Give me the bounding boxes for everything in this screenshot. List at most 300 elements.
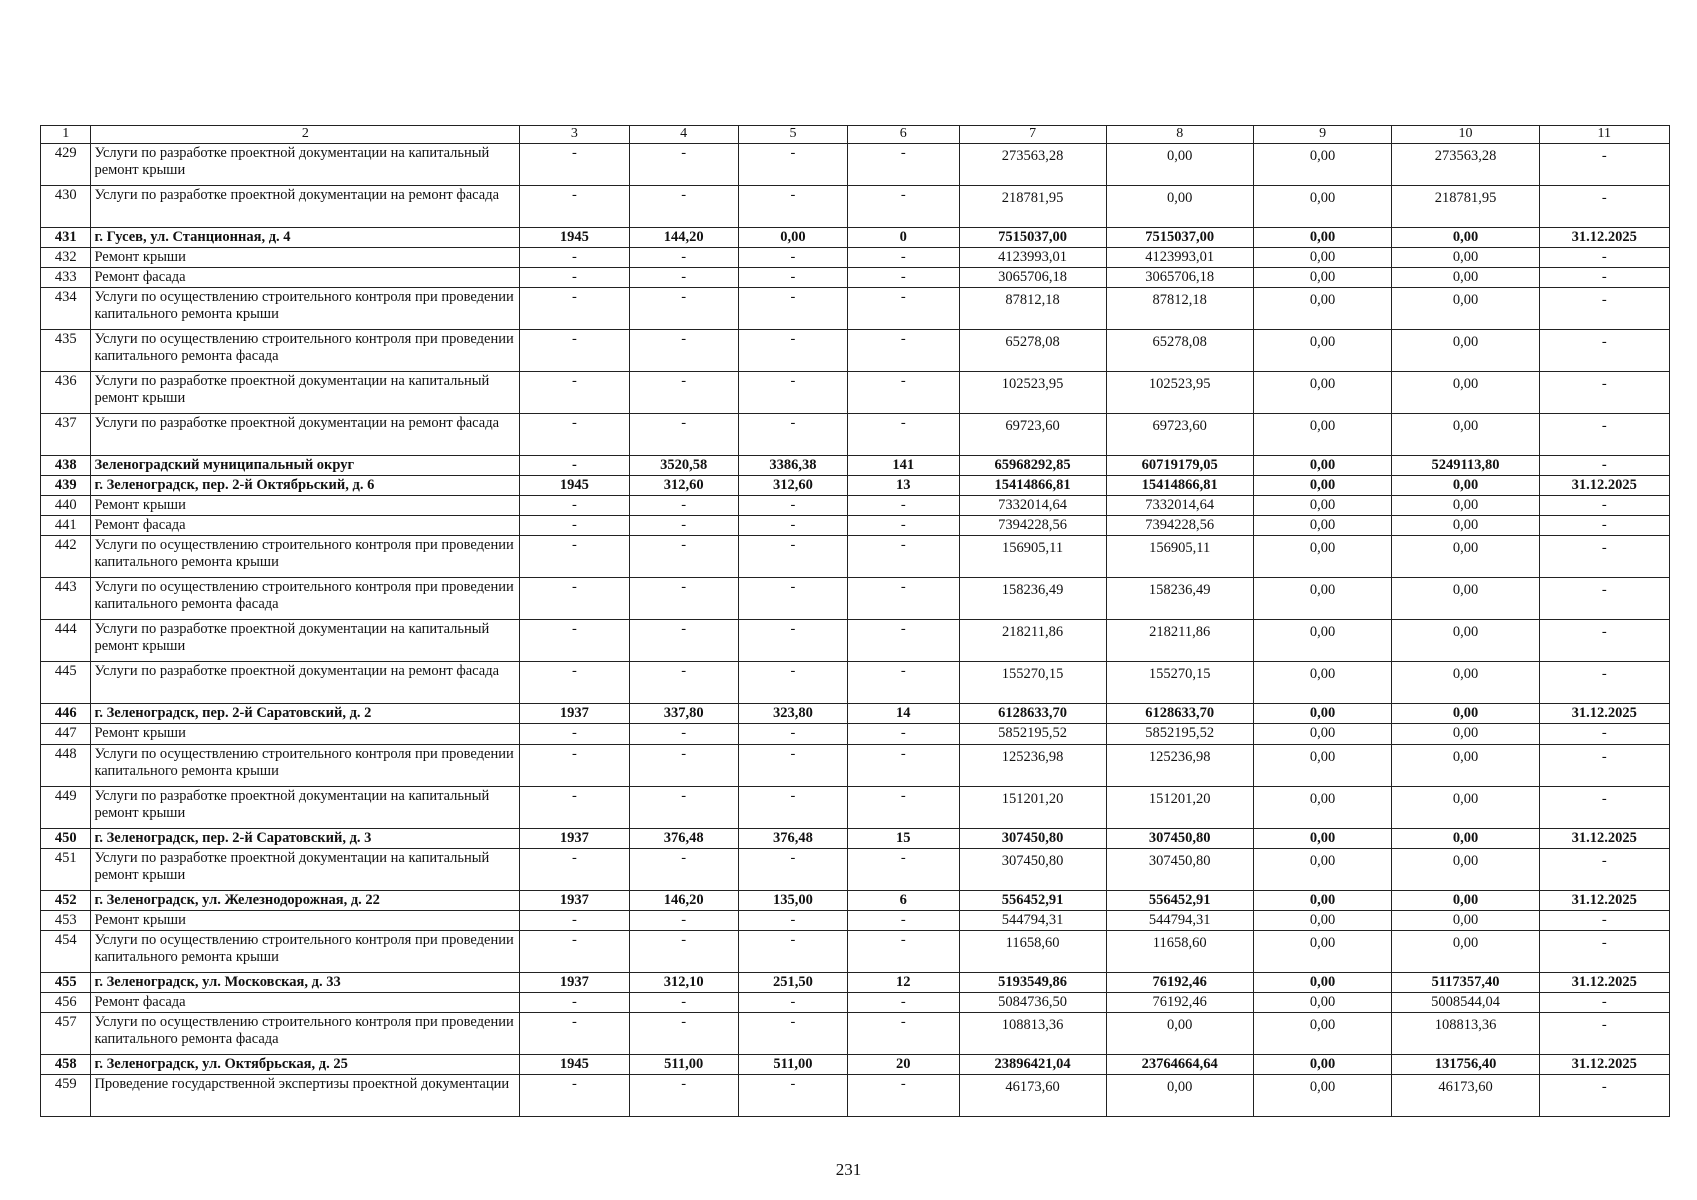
row-number-cell: 444 bbox=[41, 620, 91, 662]
column-header-7: 7 bbox=[959, 126, 1106, 144]
build-year-cell: 1945 bbox=[520, 227, 629, 247]
total-cost-cell: 544794,31 bbox=[959, 910, 1106, 930]
regional-funds-cell: 6128633,70 bbox=[1106, 704, 1253, 724]
table-row bbox=[41, 1055, 1670, 1075]
completion-date-cell: - bbox=[1539, 143, 1669, 185]
living-area-cell: - bbox=[738, 329, 847, 371]
total-cost-cell: 5084736,50 bbox=[959, 992, 1106, 1012]
row-number-cell: 455 bbox=[41, 972, 91, 992]
regional-funds-cell: 69723,60 bbox=[1106, 413, 1253, 455]
total-area-cell: - bbox=[629, 930, 738, 972]
total-cost-cell: 6128633,70 bbox=[959, 704, 1106, 724]
total-cost-cell: 5193549,86 bbox=[959, 972, 1106, 992]
build-year-cell: - bbox=[520, 620, 629, 662]
living-area-cell: 376,48 bbox=[738, 828, 847, 848]
local-funds-cell: 0,00 bbox=[1253, 578, 1392, 620]
living-area-cell: - bbox=[738, 578, 847, 620]
regional-funds-cell: 23764664,64 bbox=[1106, 1055, 1253, 1075]
residents-cell: - bbox=[848, 620, 959, 662]
residents-cell: - bbox=[848, 662, 959, 704]
regional-funds-cell: 4123993,01 bbox=[1106, 247, 1253, 267]
table-row bbox=[41, 143, 1670, 185]
completion-date-cell: 31.12.2025 bbox=[1539, 1055, 1669, 1075]
regional-funds-cell: 60719179,05 bbox=[1106, 455, 1253, 475]
total-cost-cell: 65968292,85 bbox=[959, 455, 1106, 475]
total-area-cell: - bbox=[629, 1075, 738, 1117]
row-description-cell: Услуги по осуществлению строительного контроля при проведении капитального ремонта крыши bbox=[91, 930, 520, 972]
row-description-cell: Зеленоградский муниципальный округ bbox=[91, 455, 520, 475]
owner-funds-cell: 5249113,80 bbox=[1392, 455, 1539, 475]
owner-funds-cell: 0,00 bbox=[1392, 578, 1539, 620]
row-description-cell: г. Зеленоградск, ул. Октябрьская, д. 25 bbox=[91, 1055, 520, 1075]
row-number-cell: 452 bbox=[41, 890, 91, 910]
owner-funds-cell: 0,00 bbox=[1392, 828, 1539, 848]
owner-funds-cell: 0,00 bbox=[1392, 890, 1539, 910]
local-funds-cell: 0,00 bbox=[1253, 620, 1392, 662]
owner-funds-cell: 0,00 bbox=[1392, 536, 1539, 578]
build-year-cell: - bbox=[520, 496, 629, 516]
living-area-cell: - bbox=[738, 848, 847, 890]
row-description-cell: Услуги по осуществлению строительного контроля при проведении капитального ремонта фасада bbox=[91, 329, 520, 371]
completion-date-cell: 31.12.2025 bbox=[1539, 890, 1669, 910]
regional-funds-cell: 155270,15 bbox=[1106, 662, 1253, 704]
page-number: 231 bbox=[835, 1160, 862, 1179]
build-year-cell: - bbox=[520, 536, 629, 578]
table-row bbox=[41, 371, 1670, 413]
owner-funds-cell: 0,00 bbox=[1392, 227, 1539, 247]
table-row bbox=[41, 662, 1670, 704]
build-year-cell: 1945 bbox=[520, 1055, 629, 1075]
row-description-cell: Услуги по осуществлению строительного контроля при проведении капитального ремонта крыши bbox=[91, 536, 520, 578]
local-funds-cell: 0,00 bbox=[1253, 1075, 1392, 1117]
row-description-cell: Ремонт крыши bbox=[91, 496, 520, 516]
living-area-cell: - bbox=[738, 516, 847, 536]
owner-funds-cell: 46173,60 bbox=[1392, 1075, 1539, 1117]
build-year-cell: - bbox=[520, 371, 629, 413]
total-area-cell: - bbox=[629, 1013, 738, 1055]
living-area-cell: - bbox=[738, 786, 847, 828]
regional-funds-cell: 544794,31 bbox=[1106, 910, 1253, 930]
total-area-cell: - bbox=[629, 516, 738, 536]
owner-funds-cell: 218781,95 bbox=[1392, 185, 1539, 227]
table-row bbox=[41, 516, 1670, 536]
row-description-cell: Услуги по разработке проектной документации на ремонт фасада bbox=[91, 185, 520, 227]
total-area-cell: - bbox=[629, 786, 738, 828]
owner-funds-cell: 0,00 bbox=[1392, 516, 1539, 536]
row-number-cell: 454 bbox=[41, 930, 91, 972]
owner-funds-cell: 0,00 bbox=[1392, 848, 1539, 890]
completion-date-cell: - bbox=[1539, 455, 1669, 475]
owner-funds-cell: 5117357,40 bbox=[1392, 972, 1539, 992]
total-area-cell: - bbox=[629, 496, 738, 516]
total-cost-cell: 155270,15 bbox=[959, 662, 1106, 704]
total-cost-cell: 69723,60 bbox=[959, 413, 1106, 455]
row-description-cell: г. Зеленоградск, пер. 2-й Октябрьский, д. 6 bbox=[91, 475, 520, 495]
regional-funds-cell: 151201,20 bbox=[1106, 786, 1253, 828]
build-year-cell: - bbox=[520, 786, 629, 828]
register-table-container bbox=[40, 125, 1670, 1117]
row-number-cell: 441 bbox=[41, 516, 91, 536]
regional-funds-cell: 158236,49 bbox=[1106, 578, 1253, 620]
owner-funds-cell: 0,00 bbox=[1392, 930, 1539, 972]
completion-date-cell: - bbox=[1539, 329, 1669, 371]
local-funds-cell: 0,00 bbox=[1253, 972, 1392, 992]
row-description-cell: Услуги по разработке проектной документации на капитальный ремонт крыши bbox=[91, 620, 520, 662]
residents-cell: - bbox=[848, 1075, 959, 1117]
table-row bbox=[41, 227, 1670, 247]
residents-cell: 20 bbox=[848, 1055, 959, 1075]
residents-cell: - bbox=[848, 578, 959, 620]
build-year-cell: - bbox=[520, 578, 629, 620]
living-area-cell: 0,00 bbox=[738, 227, 847, 247]
regional-funds-cell: 76192,46 bbox=[1106, 992, 1253, 1012]
residents-cell: - bbox=[848, 247, 959, 267]
column-header-11: 11 bbox=[1539, 126, 1669, 144]
build-year-cell: - bbox=[520, 910, 629, 930]
row-number-cell: 450 bbox=[41, 828, 91, 848]
row-number-cell: 434 bbox=[41, 287, 91, 329]
living-area-cell: 323,80 bbox=[738, 704, 847, 724]
living-area-cell: - bbox=[738, 247, 847, 267]
column-header-6: 6 bbox=[848, 126, 959, 144]
row-description-cell: Услуги по разработке проектной документации на ремонт фасада bbox=[91, 662, 520, 704]
regional-funds-cell: 7332014,64 bbox=[1106, 496, 1253, 516]
table-row bbox=[41, 972, 1670, 992]
row-description-cell: Проведение государственной экспертизы проектной документации bbox=[91, 1075, 520, 1117]
row-number-cell: 439 bbox=[41, 475, 91, 495]
residents-cell: - bbox=[848, 267, 959, 287]
living-area-cell: 135,00 bbox=[738, 890, 847, 910]
total-cost-cell: 87812,18 bbox=[959, 287, 1106, 329]
completion-date-cell: - bbox=[1539, 536, 1669, 578]
total-cost-cell: 4123993,01 bbox=[959, 247, 1106, 267]
row-number-cell: 451 bbox=[41, 848, 91, 890]
local-funds-cell: 0,00 bbox=[1253, 455, 1392, 475]
column-header-8: 8 bbox=[1106, 126, 1253, 144]
total-area-cell: - bbox=[629, 578, 738, 620]
row-description-cell: Услуги по разработке проектной документации на капитальный ремонт крыши bbox=[91, 786, 520, 828]
build-year-cell: - bbox=[520, 1013, 629, 1055]
completion-date-cell: - bbox=[1539, 413, 1669, 455]
living-area-cell: 511,00 bbox=[738, 1055, 847, 1075]
total-area-cell: - bbox=[629, 848, 738, 890]
row-number-cell: 449 bbox=[41, 786, 91, 828]
regional-funds-cell: 7394228,56 bbox=[1106, 516, 1253, 536]
owner-funds-cell: 0,00 bbox=[1392, 662, 1539, 704]
residents-cell: - bbox=[848, 992, 959, 1012]
living-area-cell: - bbox=[738, 662, 847, 704]
total-area-cell: - bbox=[629, 744, 738, 786]
total-cost-cell: 7515037,00 bbox=[959, 227, 1106, 247]
register-table bbox=[40, 125, 1670, 1117]
total-area-cell: - bbox=[629, 992, 738, 1012]
local-funds-cell: 0,00 bbox=[1253, 413, 1392, 455]
local-funds-cell: 0,00 bbox=[1253, 185, 1392, 227]
total-area-cell: 337,80 bbox=[629, 704, 738, 724]
completion-date-cell: - bbox=[1539, 267, 1669, 287]
row-description-cell: г. Гусев, ул. Станционная, д. 4 bbox=[91, 227, 520, 247]
column-header-4: 4 bbox=[629, 126, 738, 144]
owner-funds-cell: 0,00 bbox=[1392, 413, 1539, 455]
total-area-cell: - bbox=[629, 185, 738, 227]
row-number-cell: 430 bbox=[41, 185, 91, 227]
living-area-cell: - bbox=[738, 1013, 847, 1055]
table-row bbox=[41, 578, 1670, 620]
total-cost-cell: 23896421,04 bbox=[959, 1055, 1106, 1075]
total-cost-cell: 7394228,56 bbox=[959, 516, 1106, 536]
completion-date-cell: - bbox=[1539, 724, 1669, 744]
row-description-cell: Услуги по разработке проектной документации на капитальный ремонт крыши bbox=[91, 848, 520, 890]
table-row bbox=[41, 910, 1670, 930]
row-number-cell: 432 bbox=[41, 247, 91, 267]
owner-funds-cell: 5008544,04 bbox=[1392, 992, 1539, 1012]
row-description-cell: Ремонт фасада bbox=[91, 516, 520, 536]
completion-date-cell: - bbox=[1539, 1075, 1669, 1117]
residents-cell: 12 bbox=[848, 972, 959, 992]
build-year-cell: - bbox=[520, 744, 629, 786]
owner-funds-cell: 108813,36 bbox=[1392, 1013, 1539, 1055]
local-funds-cell: 0,00 bbox=[1253, 930, 1392, 972]
table-row bbox=[41, 475, 1670, 495]
row-description-cell: Услуги по осуществлению строительного контроля при проведении капитального ремонта крыши bbox=[91, 287, 520, 329]
completion-date-cell: - bbox=[1539, 910, 1669, 930]
local-funds-cell: 0,00 bbox=[1253, 247, 1392, 267]
local-funds-cell: 0,00 bbox=[1253, 724, 1392, 744]
living-area-cell: - bbox=[738, 185, 847, 227]
living-area-cell: - bbox=[738, 724, 847, 744]
column-header-5: 5 bbox=[738, 126, 847, 144]
total-area-cell: - bbox=[629, 143, 738, 185]
total-area-cell: - bbox=[629, 329, 738, 371]
local-funds-cell: 0,00 bbox=[1253, 371, 1392, 413]
regional-funds-cell: 156905,11 bbox=[1106, 536, 1253, 578]
row-number-cell: 446 bbox=[41, 704, 91, 724]
residents-cell: 0 bbox=[848, 227, 959, 247]
completion-date-cell: 31.12.2025 bbox=[1539, 475, 1669, 495]
build-year-cell: 1937 bbox=[520, 704, 629, 724]
total-cost-cell: 46173,60 bbox=[959, 1075, 1106, 1117]
regional-funds-cell: 7515037,00 bbox=[1106, 227, 1253, 247]
row-number-cell: 459 bbox=[41, 1075, 91, 1117]
residents-cell: 13 bbox=[848, 475, 959, 495]
table-row bbox=[41, 848, 1670, 890]
total-area-cell: 312,60 bbox=[629, 475, 738, 495]
owner-funds-cell: 0,00 bbox=[1392, 744, 1539, 786]
residents-cell: - bbox=[848, 744, 959, 786]
local-funds-cell: 0,00 bbox=[1253, 848, 1392, 890]
total-cost-cell: 218211,86 bbox=[959, 620, 1106, 662]
completion-date-cell: - bbox=[1539, 620, 1669, 662]
table-row bbox=[41, 455, 1670, 475]
regional-funds-cell: 307450,80 bbox=[1106, 848, 1253, 890]
total-cost-cell: 151201,20 bbox=[959, 786, 1106, 828]
completion-date-cell: - bbox=[1539, 371, 1669, 413]
row-number-cell: 429 bbox=[41, 143, 91, 185]
completion-date-cell: 31.12.2025 bbox=[1539, 828, 1669, 848]
build-year-cell: - bbox=[520, 848, 629, 890]
living-area-cell: - bbox=[738, 930, 847, 972]
row-description-cell: Услуги по разработке проектной документации на капитальный ремонт крыши bbox=[91, 371, 520, 413]
residents-cell: - bbox=[848, 185, 959, 227]
living-area-cell: - bbox=[738, 910, 847, 930]
total-cost-cell: 65278,08 bbox=[959, 329, 1106, 371]
build-year-cell: - bbox=[520, 992, 629, 1012]
regional-funds-cell: 87812,18 bbox=[1106, 287, 1253, 329]
row-description-cell: Ремонт крыши bbox=[91, 247, 520, 267]
total-cost-cell: 307450,80 bbox=[959, 828, 1106, 848]
living-area-cell: - bbox=[738, 143, 847, 185]
residents-cell: - bbox=[848, 1013, 959, 1055]
living-area-cell: - bbox=[738, 744, 847, 786]
local-funds-cell: 0,00 bbox=[1253, 329, 1392, 371]
row-description-cell: г. Зеленоградск, пер. 2-й Саратовский, д. 3 bbox=[91, 828, 520, 848]
residents-cell: - bbox=[848, 786, 959, 828]
row-number-cell: 445 bbox=[41, 662, 91, 704]
residents-cell: - bbox=[848, 724, 959, 744]
total-area-cell: 511,00 bbox=[629, 1055, 738, 1075]
table-row bbox=[41, 287, 1670, 329]
total-cost-cell: 218781,95 bbox=[959, 185, 1106, 227]
table-row bbox=[41, 930, 1670, 972]
total-area-cell: 146,20 bbox=[629, 890, 738, 910]
build-year-cell: - bbox=[520, 267, 629, 287]
row-description-cell: г. Зеленоградск, ул. Московская, д. 33 bbox=[91, 972, 520, 992]
owner-funds-cell: 0,00 bbox=[1392, 475, 1539, 495]
row-description-cell: Услуги по разработке проектной документации на ремонт фасада bbox=[91, 413, 520, 455]
build-year-cell: - bbox=[520, 329, 629, 371]
living-area-cell: - bbox=[738, 413, 847, 455]
owner-funds-cell: 0,00 bbox=[1392, 724, 1539, 744]
residents-cell: - bbox=[848, 930, 959, 972]
total-area-cell: - bbox=[629, 620, 738, 662]
build-year-cell: - bbox=[520, 143, 629, 185]
row-description-cell: г. Зеленоградск, пер. 2-й Саратовский, д. 2 bbox=[91, 704, 520, 724]
total-area-cell: 376,48 bbox=[629, 828, 738, 848]
total-cost-cell: 158236,49 bbox=[959, 578, 1106, 620]
row-number-cell: 458 bbox=[41, 1055, 91, 1075]
column-header-2: 2 bbox=[91, 126, 520, 144]
total-cost-cell: 125236,98 bbox=[959, 744, 1106, 786]
owner-funds-cell: 0,00 bbox=[1392, 267, 1539, 287]
table-row bbox=[41, 267, 1670, 287]
residents-cell: - bbox=[848, 329, 959, 371]
completion-date-cell: 31.12.2025 bbox=[1539, 704, 1669, 724]
owner-funds-cell: 0,00 bbox=[1392, 704, 1539, 724]
completion-date-cell: - bbox=[1539, 744, 1669, 786]
build-year-cell: 1937 bbox=[520, 972, 629, 992]
column-header-3: 3 bbox=[520, 126, 629, 144]
local-funds-cell: 0,00 bbox=[1253, 786, 1392, 828]
row-number-cell: 456 bbox=[41, 992, 91, 1012]
living-area-cell: - bbox=[738, 992, 847, 1012]
residents-cell: 6 bbox=[848, 890, 959, 910]
living-area-cell: - bbox=[738, 371, 847, 413]
completion-date-cell: - bbox=[1539, 185, 1669, 227]
owner-funds-cell: 0,00 bbox=[1392, 287, 1539, 329]
build-year-cell: 1937 bbox=[520, 828, 629, 848]
total-cost-cell: 556452,91 bbox=[959, 890, 1106, 910]
completion-date-cell: - bbox=[1539, 516, 1669, 536]
total-area-cell: - bbox=[629, 267, 738, 287]
table-row bbox=[41, 496, 1670, 516]
living-area-cell: - bbox=[738, 496, 847, 516]
owner-funds-cell: 0,00 bbox=[1392, 786, 1539, 828]
row-description-cell: Ремонт крыши bbox=[91, 910, 520, 930]
row-description-cell: Ремонт крыши bbox=[91, 724, 520, 744]
residents-cell: - bbox=[848, 371, 959, 413]
table-row bbox=[41, 620, 1670, 662]
total-cost-cell: 15414866,81 bbox=[959, 475, 1106, 495]
residents-cell: - bbox=[848, 143, 959, 185]
residents-cell: - bbox=[848, 536, 959, 578]
row-number-cell: 440 bbox=[41, 496, 91, 516]
regional-funds-cell: 15414866,81 bbox=[1106, 475, 1253, 495]
residents-cell: - bbox=[848, 516, 959, 536]
regional-funds-cell: 218211,86 bbox=[1106, 620, 1253, 662]
completion-date-cell: - bbox=[1539, 578, 1669, 620]
table-row bbox=[41, 704, 1670, 724]
total-cost-cell: 7332014,64 bbox=[959, 496, 1106, 516]
completion-date-cell: - bbox=[1539, 287, 1669, 329]
build-year-cell: - bbox=[520, 516, 629, 536]
regional-funds-cell: 102523,95 bbox=[1106, 371, 1253, 413]
local-funds-cell: 0,00 bbox=[1253, 704, 1392, 724]
column-header-10: 10 bbox=[1392, 126, 1539, 144]
owner-funds-cell: 0,00 bbox=[1392, 620, 1539, 662]
column-number-header-row bbox=[41, 126, 1670, 144]
table-row bbox=[41, 1075, 1670, 1117]
total-area-cell: 144,20 bbox=[629, 227, 738, 247]
local-funds-cell: 0,00 bbox=[1253, 496, 1392, 516]
local-funds-cell: 0,00 bbox=[1253, 516, 1392, 536]
living-area-cell: 312,60 bbox=[738, 475, 847, 495]
table-row bbox=[41, 1013, 1670, 1055]
row-description-cell: Услуги по разработке проектной документации на капитальный ремонт крыши bbox=[91, 143, 520, 185]
regional-funds-cell: 0,00 bbox=[1106, 1013, 1253, 1055]
regional-funds-cell: 307450,80 bbox=[1106, 828, 1253, 848]
residents-cell: 141 bbox=[848, 455, 959, 475]
build-year-cell: - bbox=[520, 413, 629, 455]
row-description-cell: Ремонт фасада bbox=[91, 992, 520, 1012]
living-area-cell: - bbox=[738, 267, 847, 287]
local-funds-cell: 0,00 bbox=[1253, 1013, 1392, 1055]
residents-cell: 14 bbox=[848, 704, 959, 724]
table-row bbox=[41, 247, 1670, 267]
build-year-cell: - bbox=[520, 287, 629, 329]
total-cost-cell: 273563,28 bbox=[959, 143, 1106, 185]
total-cost-cell: 108813,36 bbox=[959, 1013, 1106, 1055]
completion-date-cell: - bbox=[1539, 848, 1669, 890]
build-year-cell: - bbox=[520, 247, 629, 267]
total-cost-cell: 5852195,52 bbox=[959, 724, 1106, 744]
local-funds-cell: 0,00 bbox=[1253, 662, 1392, 704]
local-funds-cell: 0,00 bbox=[1253, 828, 1392, 848]
living-area-cell: 251,50 bbox=[738, 972, 847, 992]
local-funds-cell: 0,00 bbox=[1253, 143, 1392, 185]
row-description-cell: Услуги по осуществлению строительного контроля при проведении капитального ремонта крыши bbox=[91, 744, 520, 786]
total-area-cell: - bbox=[629, 413, 738, 455]
regional-funds-cell: 0,00 bbox=[1106, 185, 1253, 227]
row-number-cell: 431 bbox=[41, 227, 91, 247]
regional-funds-cell: 3065706,18 bbox=[1106, 267, 1253, 287]
table-row bbox=[41, 786, 1670, 828]
row-description-cell: Ремонт фасада bbox=[91, 267, 520, 287]
local-funds-cell: 0,00 bbox=[1253, 536, 1392, 578]
regional-funds-cell: 65278,08 bbox=[1106, 329, 1253, 371]
total-area-cell: - bbox=[629, 371, 738, 413]
build-year-cell: 1937 bbox=[520, 890, 629, 910]
column-header-9: 9 bbox=[1253, 126, 1392, 144]
